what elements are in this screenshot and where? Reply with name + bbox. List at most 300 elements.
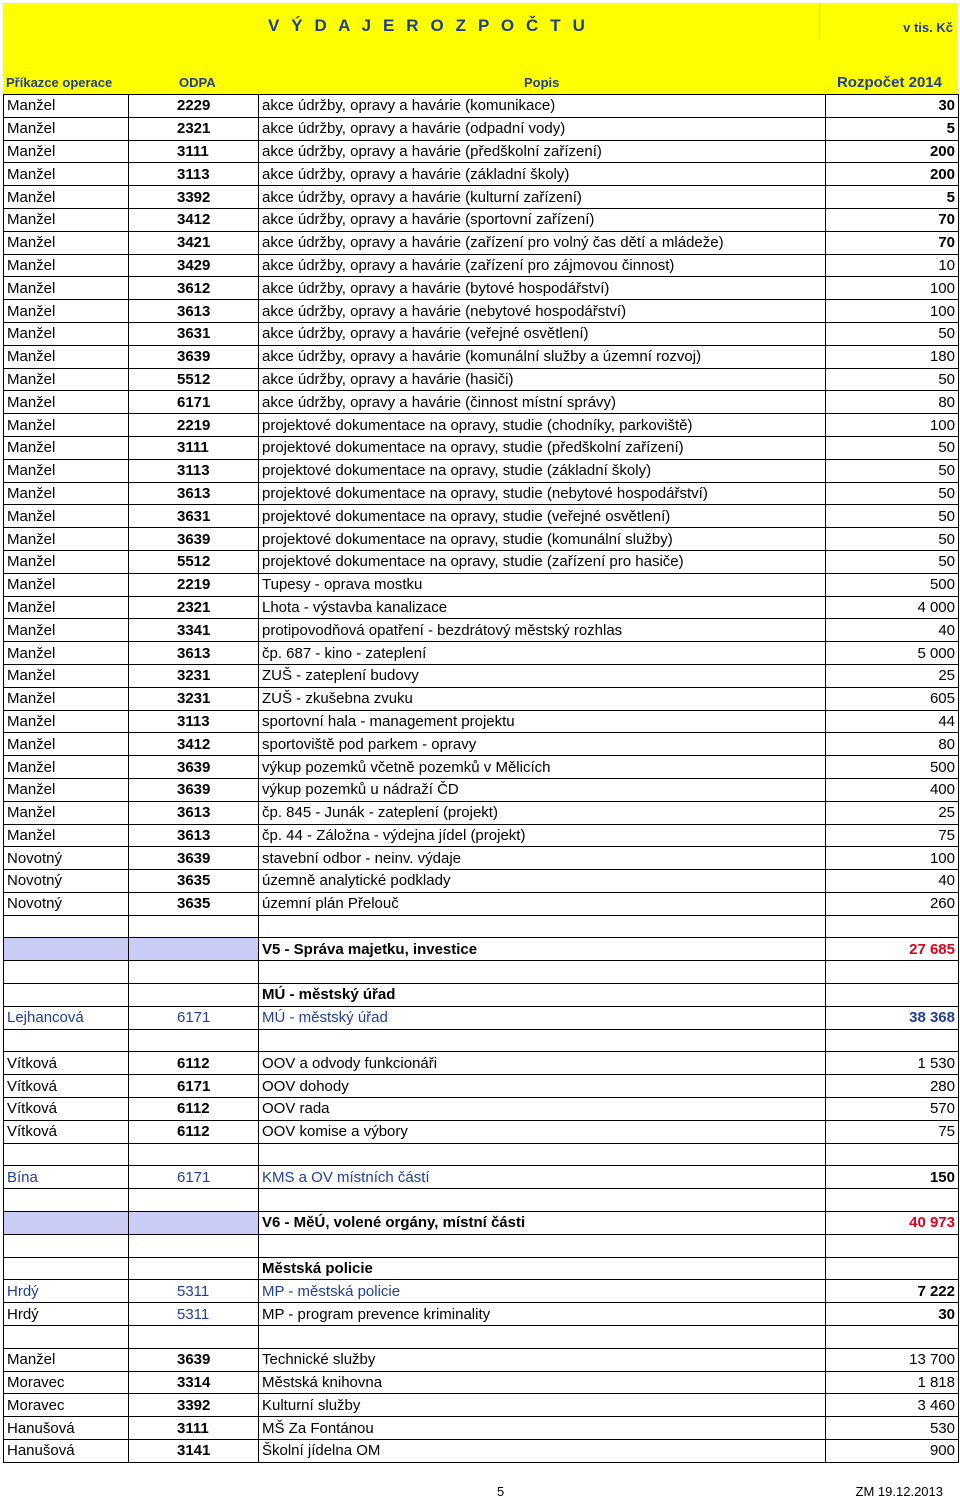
table-row: [4, 414, 959, 437]
cell-prikazce: Novotný: [4, 892, 129, 915]
cell-empty: [259, 1234, 826, 1257]
table-row: [4, 391, 959, 414]
table-row: [4, 1120, 959, 1143]
cell-prikazce: Manžel: [4, 505, 129, 528]
table-row: [4, 573, 959, 596]
cell-amount: 3 460: [826, 1394, 959, 1417]
section-label: MÚ - městský úřad: [259, 984, 826, 1007]
cell-prikazce: Hrdý: [4, 1303, 129, 1326]
cell-empty: [4, 915, 129, 938]
table-row: [4, 642, 959, 665]
blank-row: [4, 961, 959, 984]
cell-empty: [259, 1143, 826, 1166]
cell-amount: 50: [826, 550, 959, 573]
cell-popis: akce údržby, opravy a havárie (hasiči): [259, 368, 826, 391]
cell-popis: Kulturní služby: [259, 1394, 826, 1417]
cell-odpa: 3635: [129, 870, 259, 893]
cell-prikazce: Hrdý: [4, 1280, 129, 1303]
cell-amount: 100: [826, 847, 959, 870]
cell-popis: Lhota - výstavba kanalizace: [259, 596, 826, 619]
budget-table: [3, 94, 959, 1463]
table-row: [4, 1098, 959, 1121]
cell-empty: [4, 938, 129, 961]
cell-odpa: 5512: [129, 550, 259, 573]
cell-popis: akce údržby, opravy a havárie (kulturní zařízení): [259, 186, 826, 209]
cell-popis: KMS a OV místních částí: [259, 1166, 826, 1189]
table-row: [4, 140, 959, 163]
cell-popis: akce údržby, opravy a havárie (bytové hospodářství): [259, 277, 826, 300]
cell-empty: [129, 1326, 259, 1349]
table-row: [4, 1280, 959, 1303]
table-row: [4, 1440, 959, 1463]
cell-popis: Tupesy - oprava mostku: [259, 573, 826, 596]
cell-odpa: 5512: [129, 368, 259, 391]
title-divider: [819, 3, 820, 39]
cell-odpa: 3412: [129, 733, 259, 756]
cell-amount: 40: [826, 870, 959, 893]
table-row: [4, 870, 959, 893]
cell-popis: OOV dohody: [259, 1075, 826, 1098]
cell-odpa: 3111: [129, 140, 259, 163]
cell-prikazce: Manžel: [4, 163, 129, 186]
cell-empty: [826, 1326, 959, 1349]
cell-odpa: 3113: [129, 459, 259, 482]
cell-amount: 500: [826, 756, 959, 779]
cell-prikazce: Manžel: [4, 550, 129, 573]
cell-odpa: 3612: [129, 277, 259, 300]
cell-empty: [826, 1143, 959, 1166]
cell-amount: 30: [826, 1303, 959, 1326]
cell-popis: protipovodňová opatření - bezdrátový městský rozhlas: [259, 619, 826, 642]
cell-popis: čp. 845 - Junák - zateplení (projekt): [259, 801, 826, 824]
cell-prikazce: Vítková: [4, 1098, 129, 1121]
column-header-band: [3, 39, 958, 94]
cell-prikazce: Novotný: [4, 847, 129, 870]
cell-popis: akce údržby, opravy a havárie (nebytové hospodářství): [259, 300, 826, 323]
table-row: [4, 596, 959, 619]
cell-amount: 40: [826, 619, 959, 642]
table-row: [4, 300, 959, 323]
table-row: [4, 505, 959, 528]
table-row: [4, 95, 959, 118]
cell-amount: 50: [826, 482, 959, 505]
cell-prikazce: Manžel: [4, 391, 129, 414]
cell-odpa: 5311: [129, 1280, 259, 1303]
summary-row: [4, 1212, 959, 1235]
cell-prikazce: Manžel: [4, 619, 129, 642]
cell-odpa: 6171: [129, 1006, 259, 1029]
table-row: [4, 1006, 959, 1029]
cell-amount: 50: [826, 459, 959, 482]
cell-empty: [4, 984, 129, 1007]
cell-prikazce: Manžel: [4, 778, 129, 801]
cell-empty: [129, 1189, 259, 1212]
cell-popis: akce údržby, opravy a havárie (komunální služby a územní rozvoj): [259, 345, 826, 368]
table-row: [4, 1348, 959, 1371]
table-row: [4, 733, 959, 756]
table-row: [4, 163, 959, 186]
cell-amount: 80: [826, 733, 959, 756]
cell-odpa: 3392: [129, 1394, 259, 1417]
cell-odpa: 6171: [129, 391, 259, 414]
cell-odpa: 3429: [129, 254, 259, 277]
cell-amount: 50: [826, 322, 959, 345]
table-row: [4, 1303, 959, 1326]
cell-prikazce: Moravec: [4, 1394, 129, 1417]
cell-odpa: 6171: [129, 1166, 259, 1189]
table-row: [4, 1166, 959, 1189]
table-row: [4, 687, 959, 710]
cell-prikazce: Manžel: [4, 642, 129, 665]
cell-odpa: 2219: [129, 414, 259, 437]
cell-odpa: 3639: [129, 1348, 259, 1371]
page-title: V Ý D A J E R O Z P O Č T U: [268, 16, 589, 35]
cell-popis: sportoviště pod parkem - opravy: [259, 733, 826, 756]
cell-amount: 200: [826, 163, 959, 186]
cell-popis: akce údržby, opravy a havárie (činnost místní správy): [259, 391, 826, 414]
cell-prikazce: Manžel: [4, 117, 129, 140]
cell-prikazce: Manžel: [4, 186, 129, 209]
cell-amount: 80: [826, 391, 959, 414]
cell-prikazce: Manžel: [4, 208, 129, 231]
cell-amount: 50: [826, 436, 959, 459]
table-row: [4, 1417, 959, 1440]
cell-empty: [826, 1029, 959, 1052]
blank-row: [4, 1143, 959, 1166]
cell-popis: výkup pozemků u nádraží ČD: [259, 778, 826, 801]
cell-prikazce: Manžel: [4, 300, 129, 323]
cell-prikazce: Manžel: [4, 733, 129, 756]
cell-amount: 530: [826, 1417, 959, 1440]
cell-prikazce: Lejhancová: [4, 1006, 129, 1029]
table-row: [4, 710, 959, 733]
cell-prikazce: Vítková: [4, 1120, 129, 1143]
cell-popis: územní plán Přelouč: [259, 892, 826, 915]
header-odpa: ODPA: [179, 75, 216, 90]
table-row: [4, 208, 959, 231]
cell-odpa: 2321: [129, 596, 259, 619]
cell-prikazce: Manžel: [4, 140, 129, 163]
cell-prikazce: Manžel: [4, 345, 129, 368]
table-row: [4, 892, 959, 915]
cell-popis: akce údržby, opravy a havárie (veřejné osvětlení): [259, 322, 826, 345]
cell-empty: [129, 938, 259, 961]
cell-amount: 75: [826, 1120, 959, 1143]
cell-popis: ZUŠ - zkušebna zvuku: [259, 687, 826, 710]
cell-empty: [129, 1029, 259, 1052]
summary-label: V5 - Správa majetku, investice: [259, 938, 826, 961]
table-row: [4, 664, 959, 687]
cell-odpa: 2219: [129, 573, 259, 596]
cell-amount: 7 222: [826, 1280, 959, 1303]
table-row: [4, 801, 959, 824]
cell-empty: [259, 1029, 826, 1052]
cell-popis: akce údržby, opravy a havárie (zařízení pro zájmovou činnost): [259, 254, 826, 277]
section-row: [4, 984, 959, 1007]
cell-prikazce: Novotný: [4, 870, 129, 893]
table-row: [4, 482, 959, 505]
table-row: [4, 231, 959, 254]
cell-popis: OOV a odvody funkcionáři: [259, 1052, 826, 1075]
cell-amount: 500: [826, 573, 959, 596]
cell-popis: projektové dokumentace na opravy, studie (základní školy): [259, 459, 826, 482]
cell-prikazce: Manžel: [4, 459, 129, 482]
cell-odpa: 3613: [129, 642, 259, 665]
cell-amount: 50: [826, 368, 959, 391]
cell-amount: 38 368: [826, 1006, 959, 1029]
cell-prikazce: Manžel: [4, 596, 129, 619]
cell-empty: [826, 961, 959, 984]
cell-empty: [4, 1212, 129, 1235]
cell-amount: 100: [826, 414, 959, 437]
cell-amount: 1 818: [826, 1371, 959, 1394]
cell-empty: [129, 1143, 259, 1166]
blank-row: [4, 1326, 959, 1349]
cell-prikazce: Manžel: [4, 573, 129, 596]
cell-odpa: 3113: [129, 163, 259, 186]
cell-amount: 100: [826, 277, 959, 300]
table-row: [4, 1052, 959, 1075]
table-row: [4, 277, 959, 300]
cell-prikazce: Manžel: [4, 664, 129, 687]
header-rozpocet: Rozpočet 2014: [836, 74, 942, 91]
cell-amount: 570: [826, 1098, 959, 1121]
cell-popis: sportovní hala - management projektu: [259, 710, 826, 733]
cell-amount: 400: [826, 778, 959, 801]
cell-odpa: 2229: [129, 95, 259, 118]
table-row: [4, 550, 959, 573]
cell-odpa: 6112: [129, 1052, 259, 1075]
cell-amount: 200: [826, 140, 959, 163]
page-number: 5: [497, 1484, 505, 1499]
footer-date: ZM 19.12.2013: [855, 1484, 943, 1499]
table-row: [4, 186, 959, 209]
cell-odpa: 3631: [129, 505, 259, 528]
cell-prikazce: Hanušová: [4, 1440, 129, 1463]
title-bar: [3, 3, 958, 39]
table-row: [4, 1371, 959, 1394]
blank-row: [4, 1234, 959, 1257]
cell-popis: projektové dokumentace na opravy, studie (nebytové hospodářství): [259, 482, 826, 505]
cell-empty: [4, 961, 129, 984]
cell-odpa: 6112: [129, 1098, 259, 1121]
cell-odpa: 6112: [129, 1120, 259, 1143]
cell-amount: 605: [826, 687, 959, 710]
cell-popis: Technické služby: [259, 1348, 826, 1371]
cell-odpa: 3141: [129, 1440, 259, 1463]
cell-odpa: 3631: [129, 322, 259, 345]
cell-amount: 280: [826, 1075, 959, 1098]
cell-empty: [129, 961, 259, 984]
cell-popis: Školní jídelna OM: [259, 1440, 826, 1463]
cell-empty: [4, 1234, 129, 1257]
cell-amount: 25: [826, 664, 959, 687]
cell-popis: územně analytické podklady: [259, 870, 826, 893]
table-row: [4, 1394, 959, 1417]
cell-amount: 50: [826, 528, 959, 551]
summary-label: V6 - MěÚ, volené orgány, místní části: [259, 1212, 826, 1235]
table-row: [4, 368, 959, 391]
cell-amount: 13 700: [826, 1348, 959, 1371]
summary-row: [4, 938, 959, 961]
table-row: [4, 254, 959, 277]
cell-empty: [826, 1234, 959, 1257]
cell-popis: akce údržby, opravy a havárie (předškolní zařízení): [259, 140, 826, 163]
cell-odpa: 3613: [129, 824, 259, 847]
cell-popis: akce údržby, opravy a havárie (zařízení pro volný čas dětí a mládeže): [259, 231, 826, 254]
cell-odpa: 6171: [129, 1075, 259, 1098]
unit-label: v tis. Kč: [903, 20, 953, 35]
cell-prikazce: Manžel: [4, 528, 129, 551]
cell-odpa: 5311: [129, 1303, 259, 1326]
cell-amount: 10: [826, 254, 959, 277]
cell-popis: MŠ Za Fontánou: [259, 1417, 826, 1440]
cell-empty: [4, 1326, 129, 1349]
cell-empty: [129, 1212, 259, 1235]
cell-amount: 4 000: [826, 596, 959, 619]
cell-popis: OOV komise a výbory: [259, 1120, 826, 1143]
cell-amount: 30: [826, 95, 959, 118]
cell-popis: projektové dokumentace na opravy, studie (zařízení pro hasiče): [259, 550, 826, 573]
cell-odpa: 3639: [129, 778, 259, 801]
cell-prikazce: Manžel: [4, 824, 129, 847]
cell-empty: [4, 1257, 129, 1280]
cell-prikazce: Manžel: [4, 254, 129, 277]
section-row: [4, 1257, 959, 1280]
cell-odpa: 3613: [129, 801, 259, 824]
summary-amount: 40 973: [826, 1212, 959, 1235]
cell-popis: výkup pozemků včetně pozemků v Mělicích: [259, 756, 826, 779]
cell-amount: 5 000: [826, 642, 959, 665]
table-row: [4, 756, 959, 779]
cell-empty: [826, 984, 959, 1007]
cell-amount: 70: [826, 208, 959, 231]
header-popis: Popis: [524, 75, 560, 90]
cell-prikazce: Hanušová: [4, 1417, 129, 1440]
cell-popis: čp. 687 - kino - zateplení: [259, 642, 826, 665]
cell-empty: [826, 1189, 959, 1212]
cell-empty: [259, 961, 826, 984]
cell-amount: 44: [826, 710, 959, 733]
blank-row: [4, 1029, 959, 1052]
cell-popis: akce údržby, opravy a havárie (komunikace): [259, 95, 826, 118]
cell-amount: 70: [826, 231, 959, 254]
cell-odpa: 3639: [129, 756, 259, 779]
cell-odpa: 3231: [129, 664, 259, 687]
cell-empty: [129, 1234, 259, 1257]
cell-empty: [129, 915, 259, 938]
section-label: Městská policie: [259, 1257, 826, 1280]
table-row: [4, 459, 959, 482]
cell-odpa: 3113: [129, 710, 259, 733]
cell-prikazce: Manžel: [4, 368, 129, 391]
cell-amount: 1 530: [826, 1052, 959, 1075]
cell-empty: [826, 915, 959, 938]
header-prikazce: Příkazce operace: [6, 75, 113, 90]
cell-odpa: 3421: [129, 231, 259, 254]
cell-amount: 260: [826, 892, 959, 915]
cell-prikazce: Manžel: [4, 801, 129, 824]
summary-amount: 27 685: [826, 938, 959, 961]
cell-prikazce: Manžel: [4, 277, 129, 300]
cell-prikazce: Manžel: [4, 322, 129, 345]
cell-popis: MP - program prevence kriminality: [259, 1303, 826, 1326]
cell-empty: [129, 1257, 259, 1280]
cell-amount: 75: [826, 824, 959, 847]
cell-empty: [4, 1189, 129, 1212]
cell-popis: MP - městská policie: [259, 1280, 826, 1303]
cell-empty: [259, 1326, 826, 1349]
cell-empty: [4, 1029, 129, 1052]
blank-row: [4, 1189, 959, 1212]
cell-prikazce: Manžel: [4, 436, 129, 459]
cell-odpa: 3111: [129, 1417, 259, 1440]
table-row: [4, 117, 959, 140]
cell-popis: projektové dokumentace na opravy, studie (chodníky, parkoviště): [259, 414, 826, 437]
table-row: [4, 436, 959, 459]
cell-popis: OOV rada: [259, 1098, 826, 1121]
table-row: [4, 322, 959, 345]
table-row: [4, 528, 959, 551]
cell-odpa: 3613: [129, 300, 259, 323]
table-row: [4, 345, 959, 368]
cell-popis: stavební odbor - neinv. výdaje: [259, 847, 826, 870]
cell-odpa: 3639: [129, 847, 259, 870]
cell-odpa: 3341: [129, 619, 259, 642]
cell-prikazce: Manžel: [4, 95, 129, 118]
table-row: [4, 847, 959, 870]
cell-prikazce: Bína: [4, 1166, 129, 1189]
cell-amount: 100: [826, 300, 959, 323]
cell-odpa: 3639: [129, 528, 259, 551]
cell-prikazce: Manžel: [4, 482, 129, 505]
cell-amount: 180: [826, 345, 959, 368]
cell-empty: [129, 984, 259, 1007]
cell-popis: ZUŠ - zateplení budovy: [259, 664, 826, 687]
cell-odpa: 3314: [129, 1371, 259, 1394]
cell-popis: projektové dokumentace na opravy, studie (předškolní zařízení): [259, 436, 826, 459]
cell-prikazce: Manžel: [4, 1348, 129, 1371]
cell-empty: [4, 1143, 129, 1166]
cell-odpa: 2321: [129, 117, 259, 140]
cell-popis: projektové dokumentace na opravy, studie (komunální služby): [259, 528, 826, 551]
cell-prikazce: Manžel: [4, 687, 129, 710]
table-row: [4, 1075, 959, 1098]
table-row: [4, 824, 959, 847]
cell-amount: 900: [826, 1440, 959, 1463]
cell-odpa: 3613: [129, 482, 259, 505]
cell-amount: 5: [826, 117, 959, 140]
cell-popis: akce údržby, opravy a havárie (sportovní zařízení): [259, 208, 826, 231]
cell-popis: akce údržby, opravy a havárie (odpadní vody): [259, 117, 826, 140]
cell-odpa: 3231: [129, 687, 259, 710]
cell-odpa: 3111: [129, 436, 259, 459]
cell-popis: projektové dokumentace na opravy, studie (veřejné osvětlení): [259, 505, 826, 528]
cell-empty: [826, 1257, 959, 1280]
cell-prikazce: Manžel: [4, 414, 129, 437]
cell-prikazce: Manžel: [4, 756, 129, 779]
cell-amount: 150: [826, 1166, 959, 1189]
cell-odpa: 3639: [129, 345, 259, 368]
cell-prikazce: Manžel: [4, 231, 129, 254]
cell-odpa: 3412: [129, 208, 259, 231]
cell-popis: MÚ - městský úřad: [259, 1006, 826, 1029]
cell-prikazce: Moravec: [4, 1371, 129, 1394]
cell-prikazce: Manžel: [4, 710, 129, 733]
cell-odpa: 3635: [129, 892, 259, 915]
cell-popis: akce údržby, opravy a havárie (základní školy): [259, 163, 826, 186]
cell-popis: čp. 44 - Záložna - výdejna jídel (projekt): [259, 824, 826, 847]
